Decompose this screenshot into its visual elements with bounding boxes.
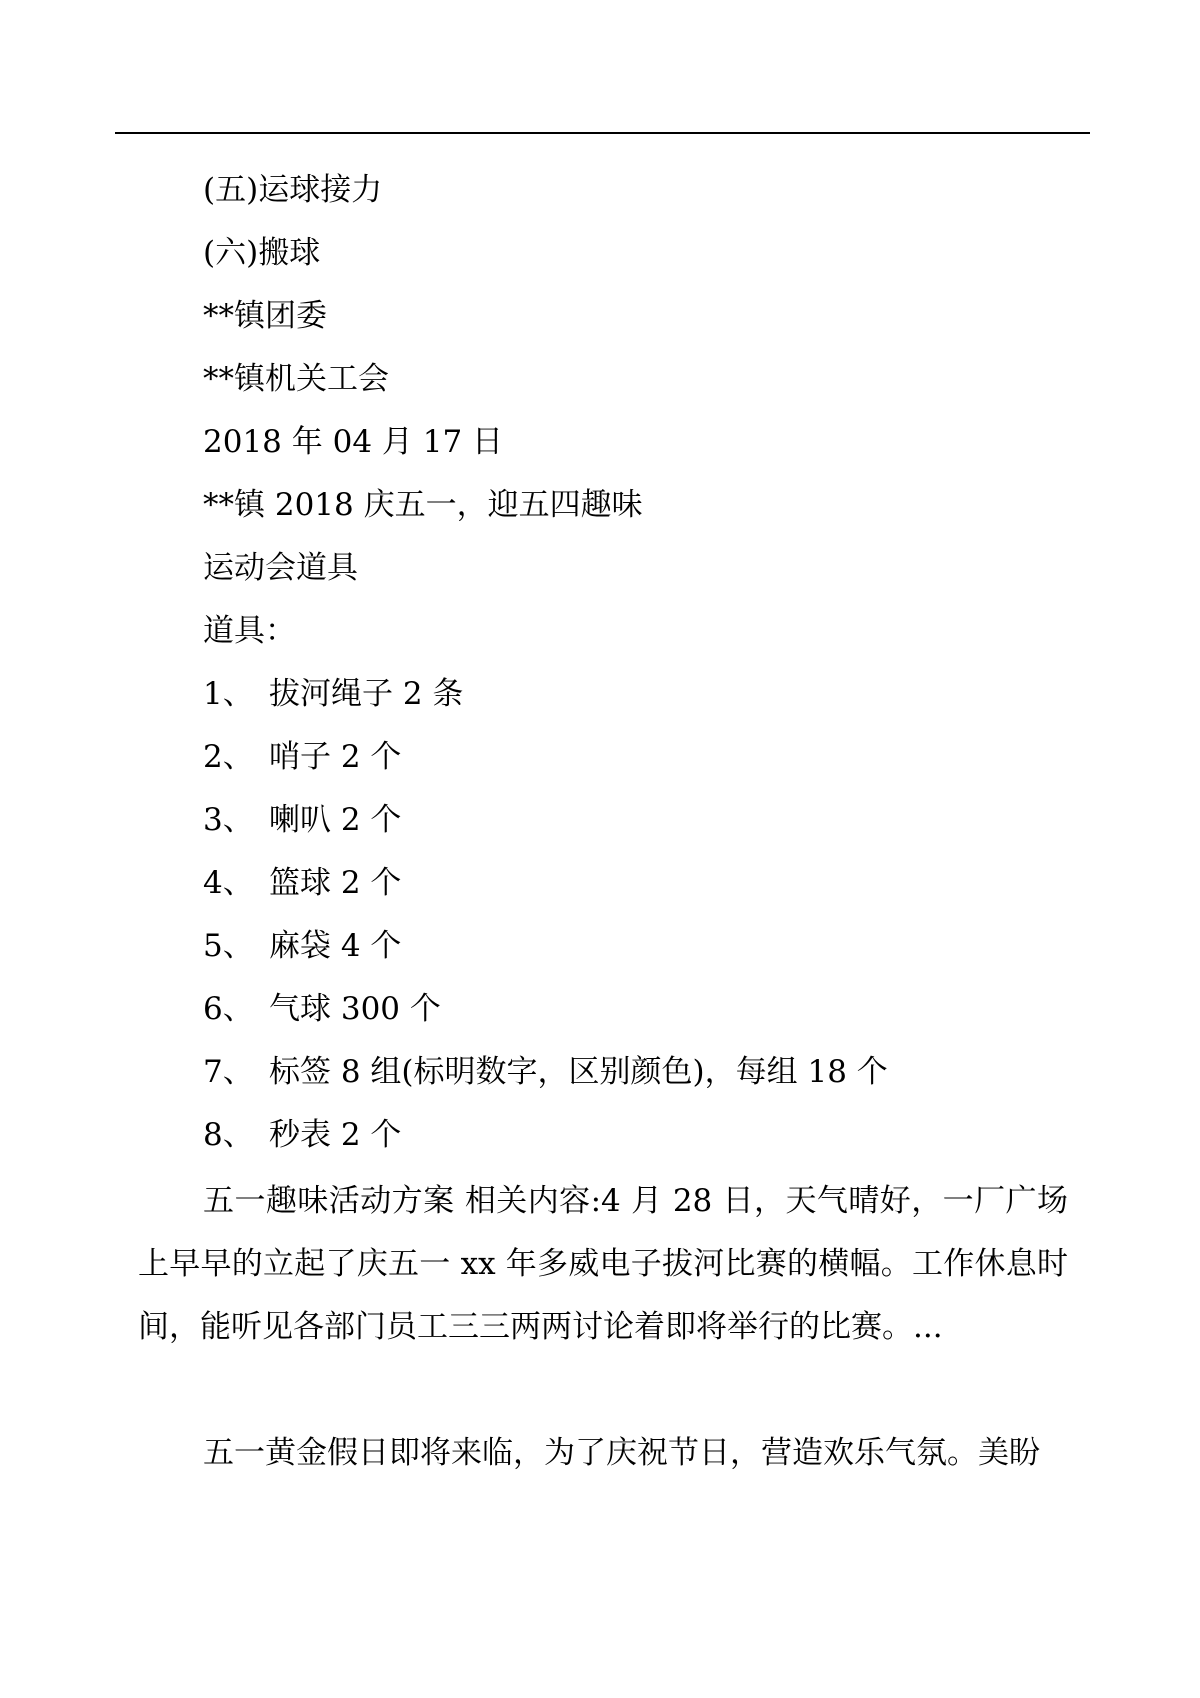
list-item [203, 737, 401, 777]
list-number: 5、 [203, 928, 254, 964]
list-item [203, 863, 401, 903]
text-line: (六)搬球 [203, 235, 321, 271]
list-text: 拔河绳子 2 条 [269, 676, 464, 712]
list-text: 秒表 2 个 [269, 1117, 402, 1153]
list-item [203, 1052, 888, 1092]
list-number: 8、 [203, 1117, 254, 1153]
list-number: 2、 [203, 739, 254, 775]
list-item [203, 800, 401, 840]
list-text: 麻袋 4 个 [269, 928, 402, 964]
list-text: 气球 300 个 [269, 991, 441, 1027]
list-item [203, 926, 401, 966]
list-number: 6、 [203, 991, 254, 1027]
list-text: 喇叭 2 个 [269, 802, 402, 838]
title-line: 运动会道具 [203, 550, 358, 586]
date-line: 2018 年 04 月 17 日 [203, 424, 504, 460]
body-paragraph: 五一黄金假日即将来临，为了庆祝节日，营造欢乐气氛。美盼 [203, 1435, 1040, 1471]
list-number: 1、 [203, 676, 254, 712]
title-line: **镇 2018 庆五一，迎五四趣味 [203, 487, 643, 523]
text-line: (五)运球接力 [203, 172, 383, 208]
list-item [203, 989, 441, 1029]
list-number: 4、 [203, 865, 254, 901]
list-number: 7、 [203, 1054, 254, 1090]
list-item [203, 674, 463, 714]
list-item [203, 1115, 401, 1155]
body-paragraph: 五一趣味活动方案 相关内容:4 月 28 日，天气晴好，一厂广场上早早的立起了庆五一 xx 年多威电子拔河比赛的横幅。工作休息时间，能听见各部门员工三三两两讨论着即将举行的比赛。... [138, 1183, 1068, 1345]
list-text: 标签 8 组(标明数字，区别颜色)，每组 18 个 [269, 1054, 888, 1090]
list-number: 3、 [203, 802, 254, 838]
text-line: **镇团委 [203, 298, 327, 334]
list-text: 哨子 2 个 [269, 739, 402, 775]
text-line: **镇机关工会 [203, 361, 389, 397]
header-rule [115, 132, 1090, 134]
section-label: 道具： [203, 613, 296, 649]
list-text: 篮球 2 个 [269, 865, 402, 901]
